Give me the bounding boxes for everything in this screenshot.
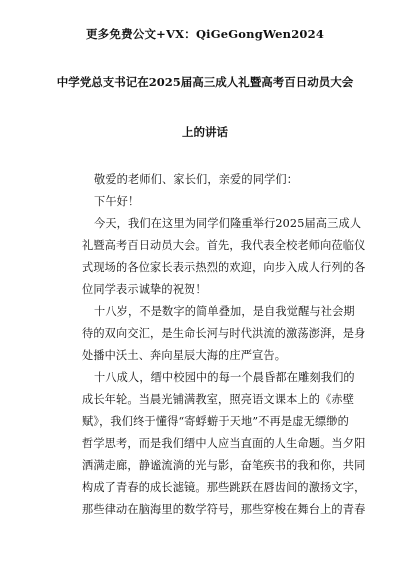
document-subtitle: 上的讲话	[182, 125, 228, 139]
paragraph-line: 成长年轮。当晨光铺满教室，照亮语文课本上的《赤壁	[82, 393, 355, 406]
paragraph-line: 位同学表示诚挚的祝贺！	[82, 283, 207, 296]
paragraph-line: 今天，我们在这里为同学们隆重举行2025届高三成人	[94, 217, 362, 230]
document-title: 中学党总支书记在2025届高三成人礼暨高考百日动员大会	[56, 75, 354, 89]
promo-header: 更多免费公文+VX：QiGeGongWen2024	[85, 27, 325, 41]
paragraph-line: 处播中沃土、奔向星辰大海的庄严宣告。	[82, 349, 287, 362]
greeting-line: 下午好！	[94, 195, 140, 208]
paragraph-line: 式现场的各位家长表示热烈的欢迎，向步入成人行列的各	[82, 261, 366, 274]
paragraph-line: 赋》，我们终于懂得“寄蜉蝣于天地”不再是虚无缥缈的	[82, 415, 349, 428]
paragraph-line: 礼暨高考百日动员大会。首先，我代表全校老师向莅临仪	[82, 239, 366, 252]
paragraph-line: 十八成人，缙中校园中的每一个晨昏都在雕刻我们的	[94, 371, 355, 384]
paragraph-line: 构成了青春的成长滤镜。那些跳跃在唇齿间的激扬文字，	[82, 481, 366, 494]
paragraph-line: 十八岁，不是数字的简单叠加，是自我觉醒与社会期	[94, 305, 355, 318]
paragraph-line: 哲学思考，而是我们缙中人应当直面的人生命题。当夕阳	[82, 437, 366, 450]
paragraph-line: 那些律动在脑海里的数学符号，那些穿梭在舞台上的青春	[82, 503, 366, 516]
paragraph-line: 洒满走廊，静谧流淌的光与影，奋笔疾书的我和你，共同	[82, 459, 366, 472]
salutation-line: 敬爱的老师们、家长们，亲爱的同学们：	[94, 173, 299, 186]
paragraph-line: 待的双向交汇，是生命长河与时代洪流的激荡澎湃，是身	[82, 327, 366, 340]
